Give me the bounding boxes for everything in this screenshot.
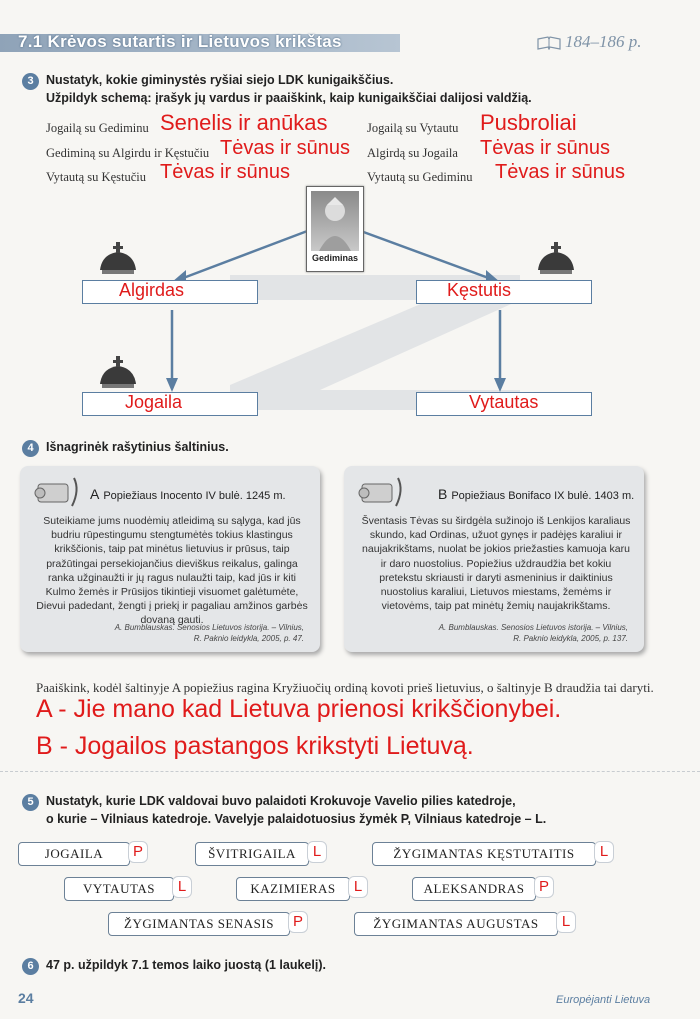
source-title (438, 486, 634, 502)
ruler-name-answer: Algirdas (119, 280, 185, 300)
relation-label: Vytautą su Gediminu (367, 170, 473, 184)
question-number: 3 (22, 73, 39, 90)
tree-link (178, 230, 310, 280)
book-icon (537, 36, 561, 50)
ruler-tag: ŽYGIMANTAS AUGUSTAS (354, 912, 558, 936)
answer-a[interactable]: A - Jie mano kad Lietuva prienosi krikščionybei. (36, 695, 562, 723)
source-card-b (344, 466, 644, 652)
source-reference-line: R. Paknio leidykla, 2005, p. 137. (513, 634, 628, 643)
relation-answer: Tėvas ir sūnus (480, 137, 611, 159)
ruler-mark[interactable]: L (594, 841, 614, 863)
tree-link (358, 230, 494, 280)
question-number: 5 (22, 794, 39, 811)
ruler-name-answer: Vytautas (469, 392, 539, 412)
answer-b[interactable]: B - Jogailos pastangos krikstyti Lietuvą. (36, 732, 474, 760)
ruler-mark[interactable]: L (556, 911, 576, 933)
ruler-mark[interactable]: P (288, 911, 308, 933)
relation-answer: Tėvas ir sūnus (495, 161, 626, 183)
scroll-icon (34, 476, 84, 508)
ruler-tag: ŽYGIMANTAS KĘSTUTAITIS (372, 842, 596, 866)
source-reference-line: A. Bumblauskas. Senosios Lietuvos istorija. – Vilnius, (114, 623, 304, 632)
question-text: Nustatyk, kurie LDK valdovai buvo palaidoti Krokuvoje Vavelio pilies katedroje, (46, 794, 516, 808)
ruler-name-box[interactable] (82, 392, 258, 416)
relation-label: Algirdą su Jogaila (367, 146, 458, 160)
page-title: 7.1 Krėvos sutartis ir Lietuvos krikštas (18, 32, 342, 51)
arrow-head (166, 378, 178, 392)
ruler-name-box[interactable] (416, 392, 592, 416)
portrait-image (311, 191, 359, 251)
ruler-mark[interactable]: P (128, 841, 148, 863)
ruler-tag: ALEKSANDRAS (412, 877, 536, 901)
source-letter: A (90, 486, 100, 502)
ruler-name-box[interactable] (82, 280, 258, 304)
relation-label: Gediminą su Algirdu ir Kęstučiu (46, 146, 210, 160)
ruler-tag: ŠVITRIGAILA (195, 842, 309, 866)
book-title: Europėjanti Lietuva (556, 994, 651, 1006)
relation-label: Jogailą su Gediminu (46, 121, 149, 135)
question-text: Išnagrinėk rašytinius šaltinius. (46, 440, 229, 454)
question-number: 6 (22, 958, 39, 975)
gediminas-portrait (306, 186, 364, 272)
question-text: Užpildyk schemą: įrašyk jų vardus ir paaiškink, kaip kunigaikščiai dalijosi valdžią. (46, 91, 532, 105)
question-text: Nustatyk, kokie giminystės ryšiai siejo LDK kunigaikščius. (46, 73, 394, 87)
ruler-mark[interactable]: L (307, 841, 327, 863)
crown-icon (96, 354, 140, 390)
relation-answer: Senelis ir anūkas (160, 110, 328, 135)
source-body: Šventasis Tėvas su širdgėla sužinojo iš Lenkijos karaliaus skundo, kad Ordinas, užuot gynęs ir padėjęs karaliui ir naujakrikštams, nuolat be jokios priežasties kamuoja karu ir daro nuostolius. Popiežius uždraudžia bet kokiu pretekstu skriausti ir daryti asmeninius ir daiktinius nuostolius karaliui, Lietuvos miestams, žemėms ir vietovėms, taip pat minėtų žemių naujakrikštams. (361, 515, 631, 613)
source-reference (368, 622, 628, 644)
ruler-mark[interactable]: P (534, 876, 554, 898)
question-text: o kurie – Vilniaus katedroje. Vavelyje palaidotuosius žymėk P, Vilniaus katedroje – L. (46, 812, 547, 826)
ruler-mark[interactable]: L (348, 876, 368, 898)
ruler-mark[interactable]: L (172, 876, 192, 898)
source-card-a (20, 466, 320, 652)
question-text: 47 p. užpildyk 7.1 temos laiko juostą (1 laukelį). (46, 958, 326, 972)
crown-icon (534, 240, 578, 276)
source-title (90, 486, 286, 502)
relation-answer: Tėvas ir sūnus (220, 137, 351, 159)
arrow-head (494, 378, 506, 392)
ruler-name-answer: Kęstutis (447, 280, 512, 300)
explain-question: Paaiškink, kodėl šaltinyje A popiežius ragina Kryžiuočių ordiną kovoti prieš lietuvius, o šaltinyje B draudžia tai daryti. (36, 680, 654, 695)
crown-icon (96, 240, 140, 276)
question-number: 4 (22, 440, 39, 457)
relation-label: Jogailą su Vytautu (367, 121, 459, 135)
source-reference-line: R. Paknio leidykla, 2005, p. 47. (193, 634, 304, 643)
ruler-tag: JOGAILA (18, 842, 130, 866)
source-letter: B (438, 486, 448, 502)
scroll-icon (358, 476, 408, 508)
source-body: Suteikiame jums nuodėmių atleidimą su sąlyga, kad jūs budriu rūpestingumu stengtumėtės tokius klastingus krikščionis, taip pat minėtus lietuvius ir prūsus, taip pražūtingai persekiojančius dieviškus reikalus, galinga ranka užginaužti ir jų ragus nulaužti taip, kad jūs ir kiti Kulmo žemės ir Prūsijos tikintieji visuomet galėtumėte, Dievui padedant, žengti į priekį ir pagaliau amžinos garbės dovaną gauti. (36, 515, 308, 627)
relation-label: Vytautą su Kęstučiu (46, 170, 146, 184)
ruler-tag: VYTAUTAS (64, 877, 174, 901)
relation-answer: Tėvas ir sūnus (160, 161, 291, 183)
line-divider (0, 771, 700, 772)
source-reference-line: A. Bumblauskas. Senosios Lietuvos istorija. – Vilnius, (438, 623, 628, 632)
ruler-name-box[interactable] (416, 280, 592, 304)
source-title-text: Popiežiaus Inocento IV bulė. 1245 m. (103, 490, 286, 502)
relation-answer: Pusbroliai (480, 110, 577, 135)
ruler-tag: KAZIMIERAS (236, 877, 350, 901)
page-reference: 184–186 p. (565, 32, 642, 51)
ruler-tag: ŽYGIMANTAS SENASIS (108, 912, 290, 936)
portrait-caption: Gediminas (311, 253, 358, 263)
source-reference (44, 622, 304, 644)
page-header (0, 28, 700, 58)
page-number: 24 (18, 990, 34, 1006)
ruler-name-answer: Jogaila (125, 392, 183, 412)
source-title-text: Popiežiaus Bonifaco IX bulė. 1403 m. (451, 490, 635, 502)
